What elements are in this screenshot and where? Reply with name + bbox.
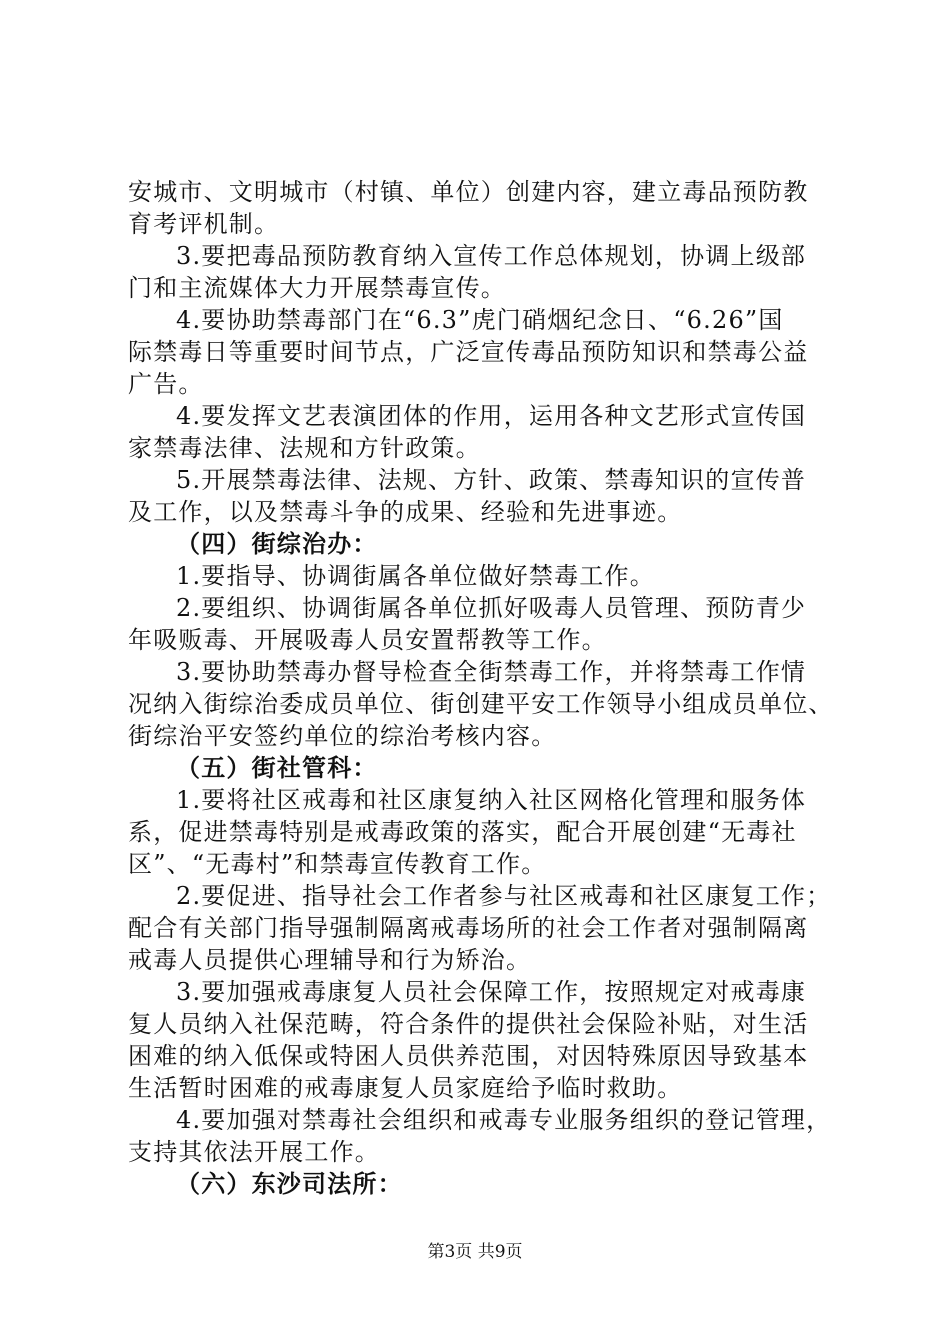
- section-heading-6: （六）东沙司法所：: [176, 1170, 403, 1198]
- text-line: 困难的纳入低保或特困人员供养范围，对因特殊原因导致基本: [128, 1042, 809, 1070]
- section-heading-4: （四）街综治办：: [176, 530, 378, 558]
- text-line: 配合有关部门指导强制隔离戒毒场所的社会工作者对强制隔离: [128, 914, 809, 942]
- text-line: 支持其依法开展工作。: [128, 1138, 380, 1166]
- text-line: 门和主流媒体大力开展禁毒宣传。: [128, 274, 506, 302]
- text-line: 况纳入街综治委成员单位、街创建平安工作领导小组成员单位、: [128, 690, 834, 718]
- text-line: 复人员纳入社保范畴，符合条件的提供社会保险补贴，对生活: [128, 1010, 809, 1038]
- text-line: 4.要发挥文艺表演团体的作用，运用各种文艺形式宣传国: [176, 402, 807, 430]
- text-line: 际禁毒日等重要时间节点，广泛宣传毒品预防知识和禁毒公益: [128, 338, 809, 366]
- text-line: 3.要协助禁毒办督导检查全街禁毒工作，并将禁毒工作情: [176, 658, 807, 686]
- text-line: 戒毒人员提供心理辅导和行为矫治。: [128, 946, 532, 974]
- page-number-footer: 第3页 共9页: [427, 1242, 523, 1262]
- text-line: 安城市、文明城市（村镇、单位）创建内容，建立毒品预防教: [128, 178, 809, 206]
- text-line: 4.要协助禁毒部门在“6.3”虎门硝烟纪念日、“6.26”国: [176, 306, 784, 334]
- text-line: 广告。: [128, 370, 204, 398]
- text-line: 1.要指导、协调街属各单位做好禁毒工作。: [176, 562, 655, 590]
- text-line: 2.要组织、协调街属各单位抓好吸毒人员管理、预防青少: [176, 594, 807, 622]
- text-line: 年吸贩毒、开展吸毒人员安置帮教等工作。: [128, 626, 607, 654]
- text-line: 5.开展禁毒法律、法规、方针、政策、禁毒知识的宣传普: [176, 466, 807, 494]
- text-line: 街综治平安签约单位的综治考核内容。: [128, 722, 557, 750]
- text-line: 3.要把毒品预防教育纳入宣传工作总体规划，协调上级部: [176, 242, 807, 270]
- text-line: 2.要促进、指导社会工作者参与社区戒毒和社区康复工作；: [176, 882, 832, 910]
- text-line: 1.要将社区戒毒和社区康复纳入社区网格化管理和服务体: [176, 786, 807, 814]
- section-heading-5: （五）街社管科：: [176, 754, 378, 782]
- text-line: 育考评机制。: [128, 210, 280, 238]
- text-line: 区”、“无毒村”和禁毒宣传教育工作。: [128, 850, 547, 878]
- text-line: 4.要加强对禁毒社会组织和戒毒专业服务组织的登记管理，: [176, 1106, 832, 1134]
- text-line: 系，促进禁毒特别是戒毒政策的落实，配合开展创建“无毒社: [128, 818, 797, 846]
- text-line: 生活暂时困难的戒毒康复人员家庭给予临时救助。: [128, 1074, 683, 1102]
- text-line: 家禁毒法律、法规和方针政策。: [128, 434, 481, 462]
- text-line: 3.要加强戒毒康复人员社会保障工作，按照规定对戒毒康: [176, 978, 807, 1006]
- text-line: 及工作，以及禁毒斗争的成果、经验和先进事迹。: [128, 498, 683, 526]
